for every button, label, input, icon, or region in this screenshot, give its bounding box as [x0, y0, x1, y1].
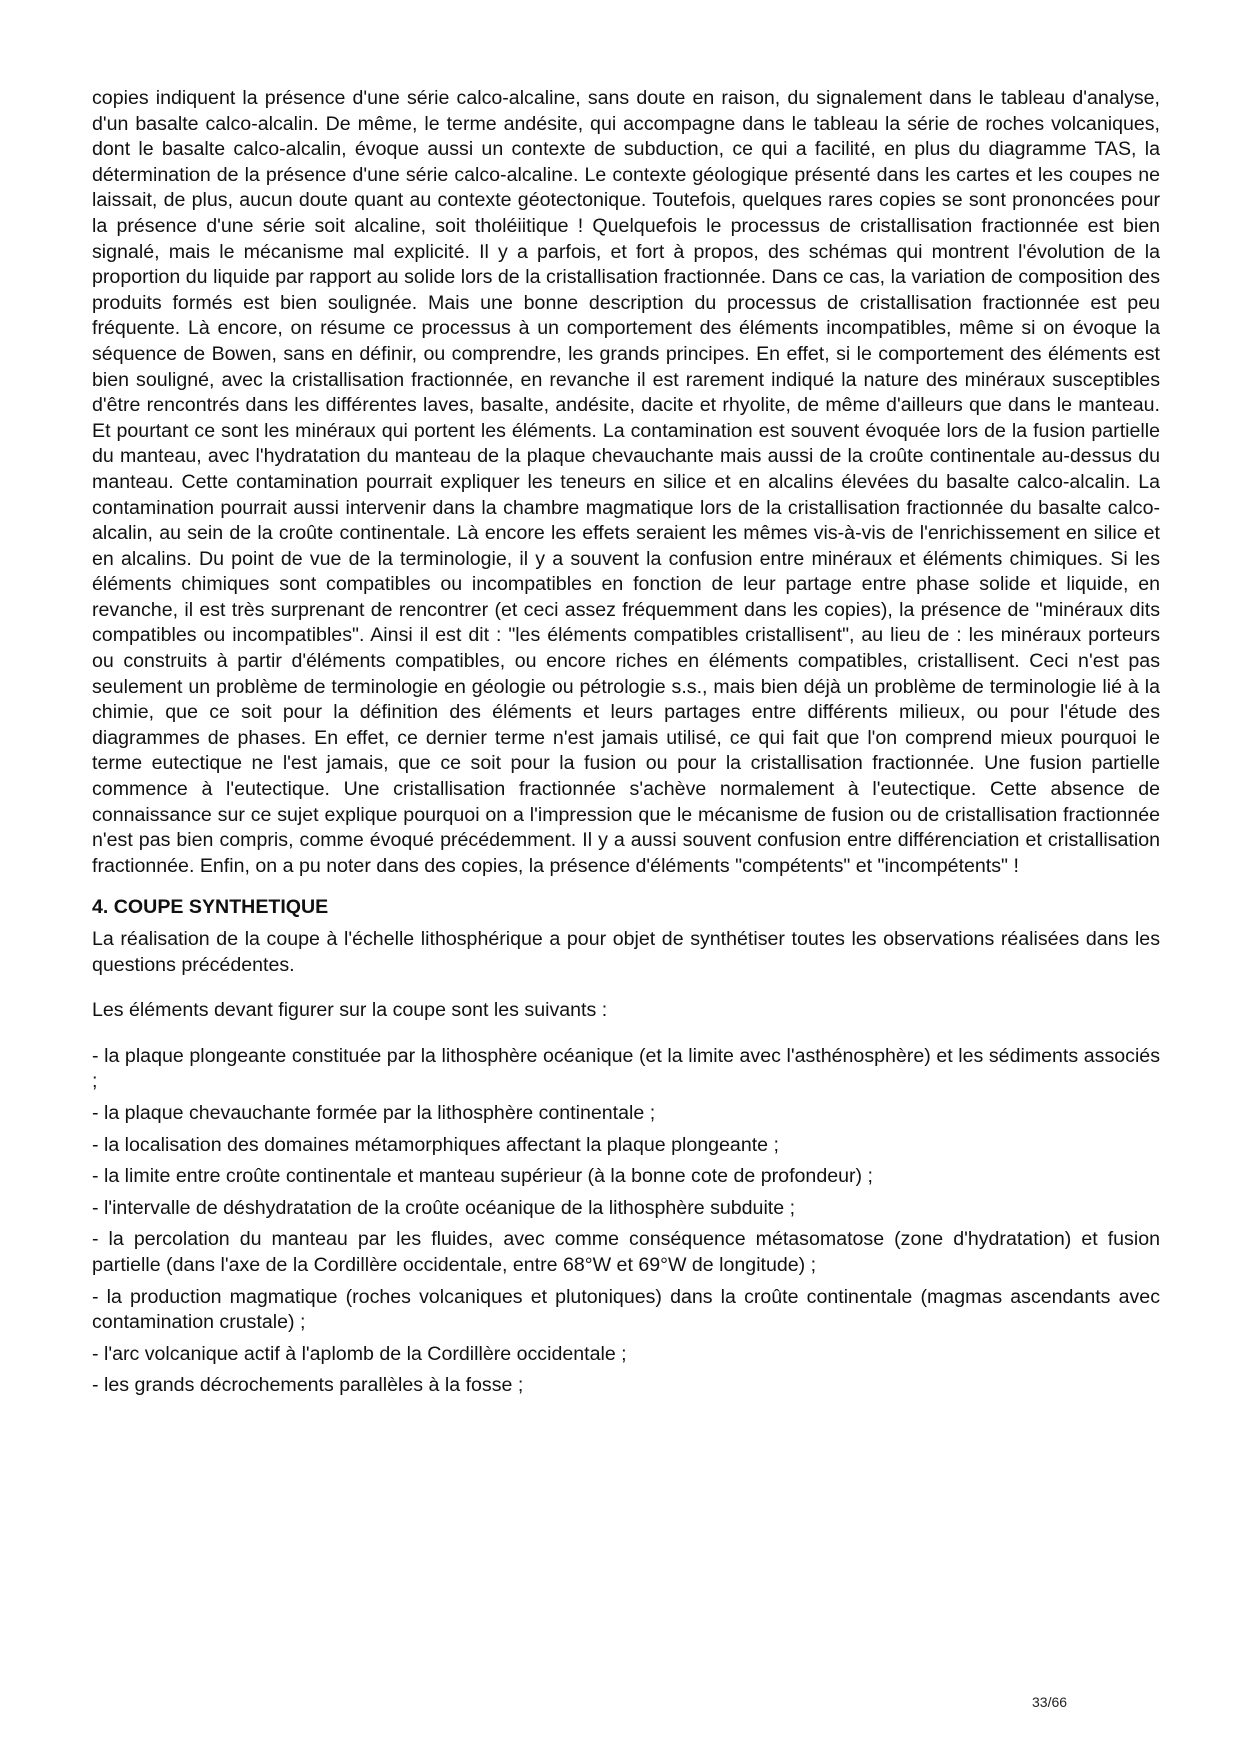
elements-list [92, 1044, 1160, 1399]
body-paragraph: copies indiquent la présence d'une série calco-alcaline, sans doute en raison, du signalement dans le tableau d'analyse, d'un basalte calco-alcalin. De même, le terme andésite, qui accompagne dans le tableau la série de roches volcaniques, dont le basalte calco-alcalin, évoque aussi un contexte de subduction, ce qui a facilité, en plus du diagramme TAS, la détermination de la présence d'une série calco-alcaline. Le contexte géologique présenté dans les cartes et les coupes ne laissait, de plus, aucun doute quant au contexte géotectonique. Toutefois, quelques rares copies se sont prononcées pour la présence d'une série soit alcaline, soit tholéiitique ! Quelquefois le processus de cristallisation fractionnée est bien signalé, mais le mécanisme mal explicité. Il y a parfois, et fort à propos, des schémas qui montrent l'évolution de la proportion du liquide par rapport au solide lors de la cristallisation fractionnée. Dans ce cas, la variation de composition des produits formés est bien soulignée. Mais une bonne description du processus de cristallisation fractionnée est peu fréquente. Là encore, on résume ce processus à un comportement des éléments incompatibles, même si on évoque la séquence de Bowen, sans en définir, ou comprendre, les grands principes. En effet, si le comportement des éléments est bien souligné, avec la cristallisation fractionnée, en revanche il est rarement indiqué la nature des minéraux susceptibles d'être rencontrés dans les différentes laves, basalte, andésite, dacite et rhyolite, de même d'ailleurs que dans le manteau. Et pourtant ce sont les minéraux qui portent les éléments. La contamination est souvent évoquée lors de la fusion partielle du manteau, avec l'hydratation du manteau de la plaque chevauchante mais aussi de la croûte continentale au-dessus du manteau. Cette contamination pourrait expliquer les teneurs en silice et en alcalins élevées du basalte calco-alcalin. La contamination pourrait aussi intervenir dans la chambre magmatique lors de la cristallisation fractionnée du basalte calco-alcalin, au sein de la croûte continentale. Là encore les effets seraient les mêmes vis-à-vis de l'enrichissement en silice et en alcalins. Du point de vue de la terminologie, il y a souvent la confusion entre minéraux et éléments chimiques. Si les éléments chimiques sont compatibles ou incompatibles en fonction de leur partage entre phase solide et liquide, en revanche, il est très surprenant de rencontrer (et ceci assez fréquemment dans les copies), la présence de "minéraux dits compatibles ou incompatibles". Ainsi il est dit : "les éléments compatibles cristallisent", au lieu de : les minéraux porteurs ou construits à partir d'éléments compatibles, ou encore riches en éléments compatibles, cristallisent. Ceci n'est pas seulement un problème de terminologie en géologie ou pétrologie s.s., mais bien déjà un problème de terminologie lié à la chimie, que ce soit pour la définition des éléments et leurs partages entre différents milieux, ou pour l'étude des diagrammes de phases. En effet, ce dernier terme n'est jamais utilisé, ce qui fait que l'on comprend mieux pourquoi le terme eutectique ne l'est jamais, que ce soit pour la fusion ou pour la cristallisation fractionnée. Une fusion partielle commence à l'eutectique. Une cristallisation fractionnée s'achève normalement à l'eutectique. Cette absence de connaissance sur ce sujet explique pourquoi on a l'impression que le mécanisme de fusion ou de cristallisation fractionnée n'est pas bien compris, comme évoqué précédemment. Il y a aussi souvent confusion entre différenciation et cristallisation fractionnée. Enfin, on a pu noter dans des copies, la présence d'éléments "compétents" et "incompétents" ! [92, 87, 1160, 877]
list-item: - l'intervalle de déshydratation de la croûte océanique de la lithosphère subduite ; [92, 1196, 796, 1219]
list-item: - les grands décrochements parallèles à la fosse ; [92, 1374, 524, 1397]
list-item: - la plaque plongeante constituée par la lithosphère océanique (et la limite avec l'asthénosphère) et les sédiments associés ; [92, 1044, 1160, 1093]
list-item: - la plaque chevauchante formée par la lithosphère continentale ; [92, 1101, 656, 1124]
list-item: - la percolation du manteau par les fluides, avec comme conséquence métasomatose (zone d'hydratation) et fusion partielle (dans l'axe de la Cordillère occidentale, entre 68°W et 69°W de longitude) ; [92, 1228, 1160, 1276]
list-item: - la production magmatique (roches volcaniques et plutoniques) dans la croûte continentale (magmas ascendants avec contamination crustale) ; [92, 1285, 1160, 1334]
page-number: 33/66 [1032, 1694, 1068, 1710]
list-item: - la limite entre croûte continentale et manteau supérieur (à la bonne cote de profondeur) ; [92, 1165, 873, 1188]
list-lead: Les éléments devant figurer sur la coupe sont les suivants : [92, 999, 608, 1022]
section-heading: 4. COUPE SYNTHETIQUE [92, 896, 329, 919]
list-item: - l'arc volcanique actif à l'aplomb de la Cordillère occidentale ; [92, 1342, 627, 1365]
section-intro: La réalisation de la coupe à l'échelle lithosphérique a pour objet de synthétiser toutes les observations réalisées dans les questions précédentes. [92, 928, 1160, 976]
list-item: - la localisation des domaines métamorphiques affectant la plaque plongeante ; [92, 1133, 779, 1156]
document-page [92, 86, 1160, 1405]
